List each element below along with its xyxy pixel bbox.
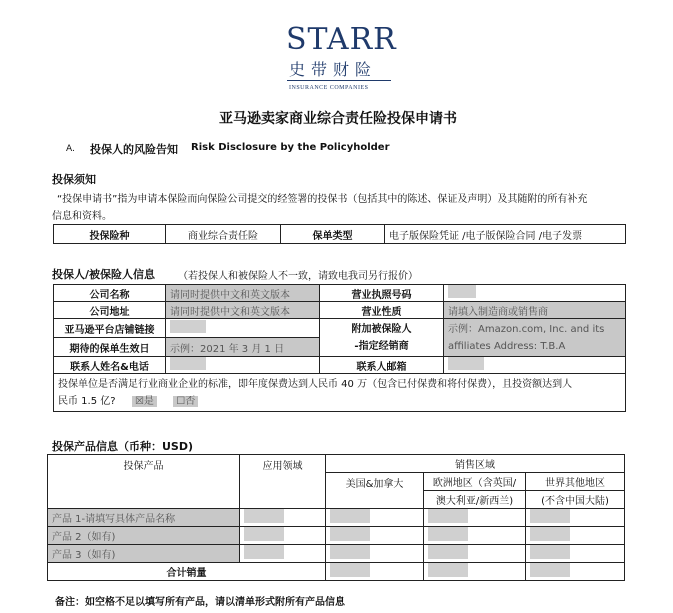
qualification-question-line-2: 民币 1.5 亿? xyxy=(58,396,116,407)
total-us[interactable] xyxy=(326,563,424,581)
region-europe-line-1: 欧洲地区（含英国/ xyxy=(424,473,526,491)
footnote: 备注：如空格不足以填写所有产品，请以清单形式附所有产品信息 xyxy=(55,597,345,608)
document-title: 亚马逊卖家商业综合责任险投保申请书 xyxy=(219,111,457,127)
answer-no-checkbox[interactable]: ☐否 xyxy=(173,396,198,407)
product-row-1-field[interactable] xyxy=(240,509,326,527)
section-a-title-cn: 投保人的风险告知 xyxy=(90,143,178,156)
region-row-line-2: (不含中国大陆) xyxy=(526,491,625,509)
product-row-2-us[interactable] xyxy=(326,527,424,545)
store-link-cell[interactable] xyxy=(166,319,320,338)
product-row-3-field[interactable] xyxy=(240,545,326,563)
insured-heading: 投保人/被保险人信息 xyxy=(52,268,156,281)
product-column-header: 投保产品 xyxy=(48,455,240,509)
contact-name-label: 联系人姓名&电话 xyxy=(54,357,166,374)
logo-chinese: 史带财险 xyxy=(289,60,378,79)
product-row-1-eu[interactable] xyxy=(424,509,526,527)
additional-insured-label-line-1: 附加被保险人 xyxy=(351,323,412,335)
additional-insured-value[interactable] xyxy=(444,319,626,357)
notice-line-2: 信息和资料。 xyxy=(52,211,112,222)
company-address-label: 公司地址 xyxy=(54,302,166,319)
product-row-2-row[interactable] xyxy=(526,527,625,545)
insured-note: （若投保人和被保险人不一致，请致电我司另行报价） xyxy=(178,271,418,282)
products-table xyxy=(47,454,625,581)
product-row-2-name[interactable]: 产品 2（如有) xyxy=(48,527,240,545)
policy-type-table xyxy=(53,224,626,244)
region-column-header: 销售区域 xyxy=(326,455,625,473)
total-volume-label: 合计销量 xyxy=(48,563,326,581)
notice-heading: 投保须知 xyxy=(52,173,96,186)
business-nature-value[interactable]: 请填入制造商或销售商 xyxy=(444,302,626,319)
product-row-3-row[interactable] xyxy=(526,545,625,563)
store-link-label: 亚马逊平台店铺链接 xyxy=(54,319,166,338)
product-row-1-name[interactable]: 产品 1-请填写具体产品名称 xyxy=(48,509,240,527)
section-marker: A. xyxy=(66,144,75,154)
product-row-3-eu[interactable] xyxy=(424,545,526,563)
qualification-question-line-1: 投保单位是否满足行业商业企业的标准，即年度保费达到人民币 40 万（包含已付保费和将付保费），且投资额达到人 xyxy=(58,379,573,390)
policy-type-value: 商业综合责任险 xyxy=(166,225,281,244)
additional-insured-label xyxy=(320,319,444,357)
total-eu[interactable] xyxy=(424,563,526,581)
region-us-canada: 美国&加拿大 xyxy=(326,473,424,509)
contact-name-cell[interactable] xyxy=(166,357,320,374)
region-europe-line-2: 澳大利亚/新西兰) xyxy=(424,491,526,509)
insured-info-table xyxy=(53,284,626,412)
total-row[interactable] xyxy=(526,563,625,581)
logo-rule xyxy=(287,80,391,81)
region-row-line-1: 世界其他地区 xyxy=(526,473,625,491)
effective-date-value[interactable]: 示例：2021 年 3 月 1 日 xyxy=(166,338,320,357)
section-a-title-en: Risk Disclosure by the Policyholder xyxy=(191,142,390,153)
business-nature-label: 营业性质 xyxy=(320,302,444,319)
product-row-3-name[interactable]: 产品 3（如有) xyxy=(48,545,240,563)
company-address-value[interactable]: 请同时提供中文和英文版本 xyxy=(166,302,320,319)
policy-form-label: 保单类型 xyxy=(281,225,385,244)
additional-insured-label-line-2: -指定经销商 xyxy=(354,340,409,352)
logo-subtitle: INSURANCE COMPANIES xyxy=(289,85,369,91)
additional-insured-value-line-1: 示例：Amazon.com, Inc. and its xyxy=(448,323,605,335)
logo-wordmark: STARR xyxy=(286,22,397,57)
answer-yes-checkbox[interactable]: ☒是 xyxy=(132,396,157,407)
license-number-label: 营业执照号码 xyxy=(320,285,444,302)
product-row-1-row[interactable] xyxy=(526,509,625,527)
product-row-2-eu[interactable] xyxy=(424,527,526,545)
contact-email-label: 联系人邮箱 xyxy=(320,357,444,374)
notice-line-1: “投保申请书”指为申请本保险而向保险公司提交的经签署的投保书（包括其中的陈述、保证及声明）及其随附的所有补充 xyxy=(57,194,588,205)
effective-date-label: 期待的保单生效日 xyxy=(54,338,166,357)
company-name-label: 公司名称 xyxy=(54,285,166,302)
contact-email-cell[interactable] xyxy=(444,357,626,374)
product-row-1-us[interactable] xyxy=(326,509,424,527)
policy-form-value: 电子版保险凭证 /电子版保险合同 /电子发票 xyxy=(385,225,626,244)
products-heading: 投保产品信息（币种：USD) xyxy=(52,440,194,453)
field-column-header: 应用领域 xyxy=(240,455,326,509)
company-name-value[interactable]: 请同时提供中文和英文版本 xyxy=(166,285,320,302)
qualification-question xyxy=(54,374,626,412)
product-row-3-us[interactable] xyxy=(326,545,424,563)
policy-type-label: 投保险种 xyxy=(54,225,166,244)
product-row-2-field[interactable] xyxy=(240,527,326,545)
license-number-cell[interactable] xyxy=(444,285,626,302)
additional-insured-value-line-2: affiliates Address: T.B.A xyxy=(448,340,566,352)
